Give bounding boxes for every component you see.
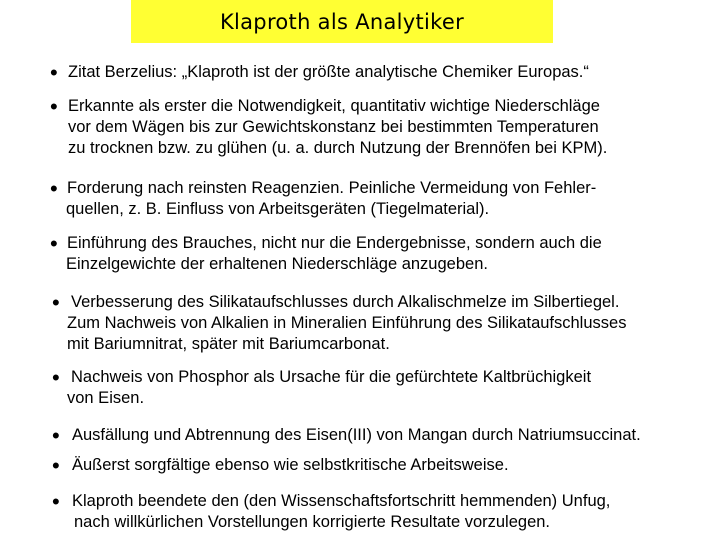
- bullet-line: Klaproth beendete den (den Wissenschaftsfortschritt hemmenden) Unfug,: [72, 492, 611, 510]
- bullet-dot-icon: •: [52, 489, 60, 514]
- bullet-line: Äußerst sorgfältige ebenso wie selbstkritische Arbeitsweise.: [72, 456, 509, 474]
- bullet-text: [0, 96, 608, 159]
- bullet-line: Forderung nach reinsten Reagenzien. Peinliche Vermeidung von Fehler-: [67, 179, 597, 197]
- bullet-text: [0, 367, 592, 409]
- bullet-dot-icon: •: [52, 365, 60, 390]
- bullet-line: Einzelgewichte der erhaltenen Niederschläge anzugeben.: [66, 255, 488, 273]
- bullet-line: Nachweis von Phosphor als Ursache für die gefürchtete Kaltbrüchigkeit: [71, 368, 592, 386]
- title-banner: [131, 0, 553, 43]
- bullet-line: quellen, z. B. Einfluss von Arbeitsgeräten (Tiegelmaterial).: [66, 200, 490, 218]
- bullet-line: zu trocknen bzw. zu glühen (u. a. durch Nutzung der Brennöfen bei KPM).: [68, 139, 608, 157]
- bullet-text: [0, 62, 589, 83]
- bullet-line: von Eisen.: [67, 389, 145, 407]
- bullet-dot-icon: •: [52, 290, 60, 315]
- bullet-line: Erkannte als erster die Notwendigkeit, quantitativ wichtige Niederschläge: [68, 97, 600, 115]
- bullet-text: [0, 491, 611, 533]
- bullet-dot-icon: •: [50, 176, 58, 201]
- bullet-line: Verbesserung des Silikataufschlusses durch Alkalischmelze im Silbertiegel.: [71, 293, 620, 311]
- bullet-text: [0, 178, 597, 220]
- bullet-line: Ausfällung und Abtrennung des Eisen(III) von Mangan durch Natriumsuccinat.: [72, 426, 641, 444]
- bullet-dot-icon: •: [50, 94, 58, 119]
- bullet-text: [0, 292, 627, 355]
- slide-title: Klaproth als Analytiker: [219, 9, 465, 34]
- bullet-line: vor dem Wägen bis zur Gewichtskonstanz bei bestimmten Temperaturen: [68, 118, 599, 136]
- bullet-line: Zum Nachweis von Alkalien in Mineralien Einführung des Silikataufschlusses: [67, 314, 627, 332]
- bullet-text: [0, 425, 641, 446]
- bullet-line: Einführung des Brauches, nicht nur die Endergebnisse, sondern auch die: [67, 234, 602, 252]
- bullet-dot-icon: •: [52, 453, 60, 478]
- bullet-text: [0, 233, 602, 275]
- bullet-dot-icon: •: [50, 60, 58, 85]
- bullet-line: Zitat Berzelius: „Klaproth ist der größte analytische Chemiker Europas.“: [68, 63, 589, 81]
- bullet-dot-icon: •: [50, 231, 58, 256]
- bullet-line: mit Bariumnitrat, später mit Bariumcarbonat.: [67, 335, 390, 353]
- bullet-line: nach willkürlichen Vorstellungen korrigierte Resultate vorzulegen.: [74, 513, 551, 531]
- bullet-text: [0, 455, 509, 476]
- bullet-dot-icon: •: [52, 423, 60, 448]
